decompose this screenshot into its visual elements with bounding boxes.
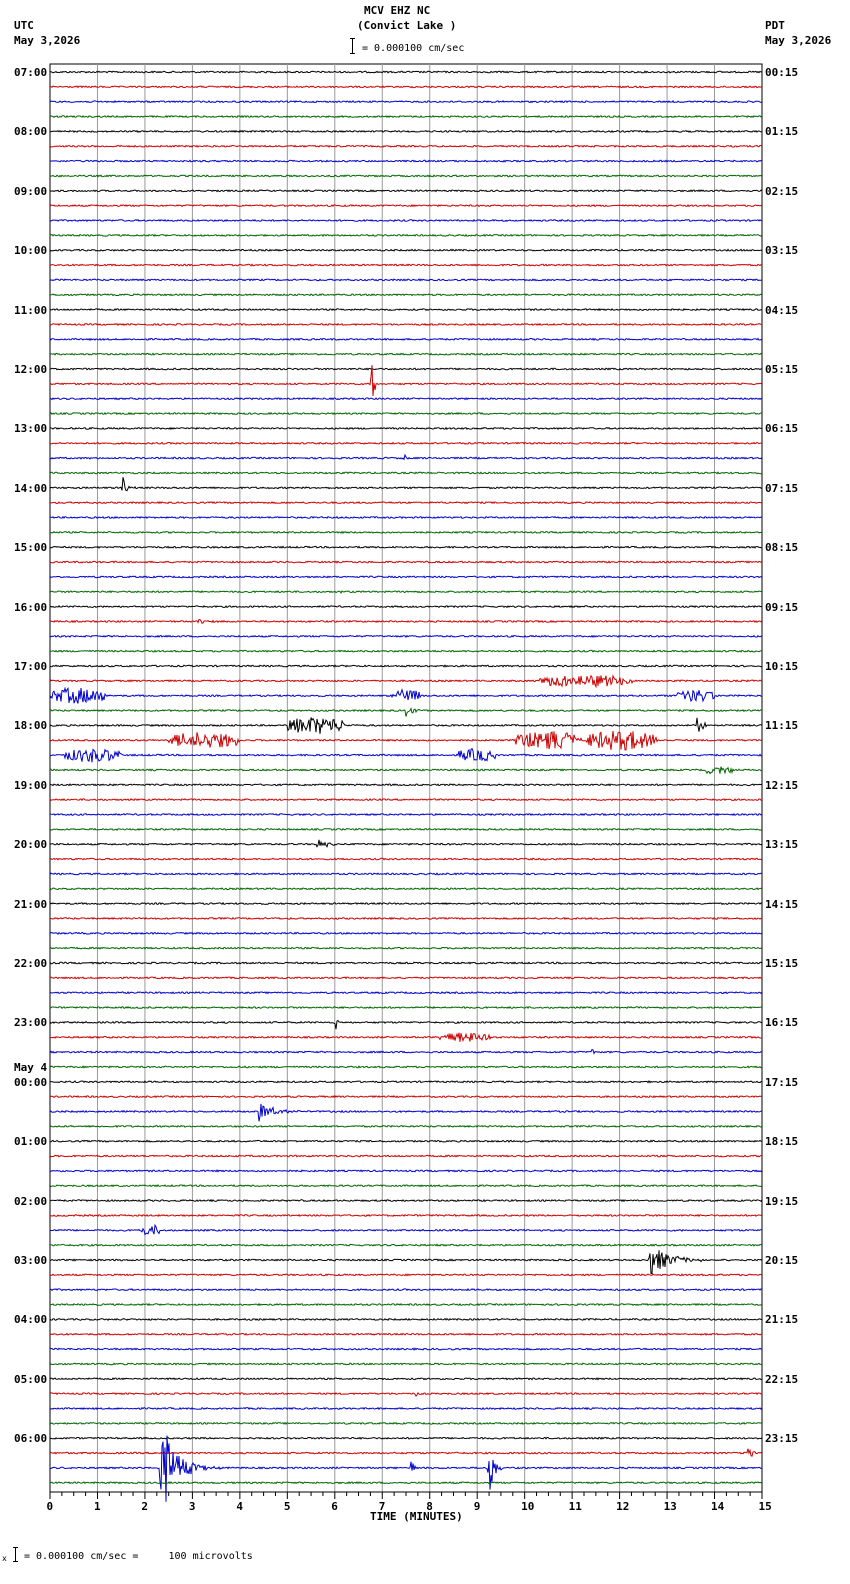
- x-tick-label: 6: [331, 1500, 338, 1513]
- seismic-trace: [50, 546, 762, 548]
- x-tick-label: 10: [521, 1500, 535, 1513]
- seismic-trace: [50, 918, 762, 920]
- pdt-hour-label: 06:15: [765, 422, 799, 436]
- utc-hour-label: 06:00: [14, 1432, 48, 1446]
- seismic-trace: [50, 962, 762, 964]
- seismic-trace: [50, 933, 762, 935]
- seismic-trace: [50, 1304, 762, 1306]
- seismic-trace: [50, 279, 762, 281]
- pdt-hour-label: 18:15: [765, 1135, 799, 1149]
- seismic-trace: [50, 718, 762, 734]
- utc-hour-label: 12:00: [14, 363, 48, 376]
- plot-border: [50, 64, 762, 1492]
- seismic-trace: [50, 71, 762, 73]
- pdt-hour-label: 14:15: [765, 897, 799, 911]
- pdt-hour-label: 05:15: [765, 363, 799, 376]
- seismic-trace: [50, 1021, 762, 1030]
- seismic-trace: [50, 1408, 762, 1410]
- pdt-hour-label: 21:15: [765, 1313, 799, 1327]
- seismic-trace: [50, 576, 762, 578]
- pdt-hour-label: 23:15: [765, 1432, 799, 1446]
- seismic-trace: [50, 477, 762, 490]
- seismic-trace: [50, 840, 762, 847]
- seismic-trace: [50, 1215, 762, 1217]
- x-tick-label: 0: [46, 1500, 54, 1513]
- utc-hour-label: 17:00: [14, 660, 48, 673]
- pdt-hour-label: 03:15: [765, 244, 799, 258]
- seismic-trace: [50, 903, 762, 905]
- pdt-hour-label: 15:15: [765, 957, 799, 970]
- utc-hour-label: 04:00: [14, 1313, 48, 1327]
- seismic-trace: [50, 1482, 762, 1484]
- utc-zone-label: UTC: [14, 19, 34, 32]
- pdt-hour-label: 02:15: [765, 184, 799, 198]
- utc-hour-label: 15:00: [14, 541, 48, 555]
- seismic-trace: [50, 1274, 762, 1276]
- seismic-trace: [50, 1437, 762, 1439]
- utc-hour-label: 07:00: [14, 66, 48, 79]
- seismic-trace: [50, 1033, 762, 1042]
- seismic-trace: [50, 992, 762, 994]
- seismic-trace: [50, 175, 762, 177]
- footer-scale-icon: x: [2, 1547, 22, 1563]
- utc-hour-label: 08:00: [14, 125, 48, 139]
- seismic-trace: [50, 749, 762, 763]
- pdt-hour-label: 01:15: [765, 125, 799, 139]
- pdt-hour-label: 08:15: [765, 541, 799, 555]
- seismic-trace: [50, 1423, 762, 1425]
- utc-hour-label: 23:00: [14, 1016, 48, 1030]
- seismic-trace: [50, 767, 762, 774]
- seismic-trace: [50, 353, 762, 355]
- seismic-trace: [50, 131, 762, 133]
- seismic-trace: [50, 1096, 762, 1098]
- trace-group: [50, 71, 762, 1502]
- utc-hour-label: 01:00: [14, 1135, 48, 1149]
- seismic-trace: [50, 650, 762, 652]
- utc-hour-label: 11:00: [14, 303, 48, 317]
- x-tick-label: 2: [141, 1500, 149, 1513]
- seismic-trace: [50, 1050, 762, 1054]
- x-tick-label: 15: [758, 1500, 772, 1513]
- seismic-trace: [50, 1007, 762, 1009]
- seismic-trace: [50, 339, 762, 341]
- pdt-hour-label: 16:15: [765, 1016, 799, 1030]
- utc-hour-label: 21:00: [14, 897, 48, 911]
- seismic-trace: [50, 561, 762, 563]
- seismic-trace: [50, 428, 762, 430]
- seismic-trace: [50, 675, 762, 686]
- seismic-trace: [50, 1170, 762, 1172]
- utc-hour-label: 03:00: [14, 1254, 48, 1267]
- seismic-trace: [50, 455, 762, 459]
- seismic-trace: [50, 309, 762, 311]
- seismic-trace: [50, 101, 762, 103]
- date-change-label: May 4: [14, 1060, 48, 1074]
- pdt-hour-label: 17:15: [765, 1075, 799, 1089]
- pdt-zone-label: PDT: [765, 19, 785, 32]
- seismic-trace: [50, 947, 762, 949]
- seismic-trace: [50, 220, 762, 222]
- seismic-trace: [50, 205, 762, 207]
- footer-scale-note: = 0.000100 cm/sec = 100 microvolts: [24, 1551, 253, 1562]
- seismic-trace: [50, 443, 762, 445]
- utc-hour-label: 13:00: [14, 422, 48, 436]
- pdt-hour-label: 22:15: [765, 1372, 799, 1386]
- seismic-trace: [50, 606, 762, 608]
- pdt-hour-label: 00:15: [765, 66, 799, 79]
- x-tick-label: 7: [378, 1500, 386, 1513]
- x-tick-label: 8: [426, 1500, 433, 1513]
- seismic-trace: [50, 1185, 762, 1187]
- seismic-trace: [50, 814, 762, 816]
- x-tick-label: 3: [188, 1500, 196, 1513]
- seismic-trace: [50, 1140, 762, 1142]
- utc-hour-label: 19:00: [14, 778, 48, 792]
- scale-text: = 0.000100 cm/sec: [362, 43, 465, 54]
- seismic-trace: [50, 324, 762, 326]
- x-tick-label: 5: [283, 1500, 291, 1513]
- pdt-hour-label: 11:15: [765, 719, 799, 733]
- seismic-trace: [50, 1066, 762, 1068]
- utc-hour-label: 02:00: [14, 1194, 48, 1208]
- seismic-trace: [50, 1393, 762, 1396]
- x-tick-label: 12: [616, 1500, 630, 1513]
- pdt-hour-label: 07:15: [765, 481, 799, 495]
- seismic-trace: [50, 502, 762, 504]
- seismic-trace: [50, 235, 762, 237]
- seismic-trace: [50, 86, 762, 88]
- seismic-trace: [50, 1126, 762, 1128]
- x-tick-label: 11: [568, 1500, 582, 1513]
- utc-hour-label: 00:00: [14, 1075, 48, 1089]
- seismic-trace: [50, 1244, 762, 1246]
- seismic-trace: [50, 709, 762, 717]
- pdt-hour-label: 04:15: [765, 303, 799, 317]
- seismic-trace: [50, 264, 762, 266]
- seismic-trace: [50, 532, 762, 534]
- seismic-trace: [50, 799, 762, 801]
- seismic-trace: [50, 620, 762, 624]
- seismic-trace: [50, 977, 762, 979]
- seismic-trace: [50, 665, 762, 667]
- seismic-trace: [50, 636, 762, 638]
- utc-hour-label: 05:00: [14, 1372, 48, 1386]
- seismic-trace: [50, 413, 762, 415]
- utc-hour-label: 14:00: [14, 481, 48, 495]
- seismic-trace: [50, 829, 762, 831]
- seismic-trace: [50, 1319, 762, 1321]
- station-title: MCV EHZ NC: [364, 4, 431, 17]
- seismic-trace: [50, 1378, 762, 1380]
- seismic-trace: [50, 1363, 762, 1365]
- seismic-trace: [50, 591, 762, 593]
- pdt-hour-label: 13:15: [765, 838, 799, 852]
- station-location: (Convict Lake ): [357, 19, 457, 32]
- x-tick-label: 1: [93, 1500, 101, 1513]
- seismic-trace: [50, 398, 762, 400]
- seismic-trace: [50, 368, 762, 370]
- seismic-trace: [50, 1225, 762, 1234]
- x-tick-label: 9: [473, 1500, 481, 1513]
- seismic-trace: [50, 873, 762, 875]
- utc-hour-label: 18:00: [14, 719, 48, 733]
- utc-hour-label: 09:00: [14, 184, 48, 198]
- seismic-trace: [50, 731, 762, 750]
- seismic-trace: [50, 146, 762, 148]
- pdt-hour-label: 10:15: [765, 660, 799, 673]
- seismic-trace: [50, 1449, 762, 1457]
- seismic-trace: [50, 1334, 762, 1336]
- x-tick-label: 14: [711, 1500, 725, 1513]
- utc-hour-label: 20:00: [14, 838, 48, 852]
- seismic-trace: [50, 160, 762, 162]
- seismic-trace: [50, 784, 762, 786]
- pdt-hour-label: 09:15: [765, 600, 799, 614]
- utc-hour-label: 16:00: [14, 600, 48, 614]
- seismic-trace: [50, 1289, 762, 1291]
- seismic-trace: [50, 888, 762, 890]
- seismic-trace: [50, 517, 762, 519]
- pdt-hour-label: 20:15: [765, 1254, 799, 1267]
- seismic-trace: [50, 1104, 762, 1121]
- seismic-trace: [50, 858, 762, 860]
- seismic-trace: [50, 472, 762, 474]
- seismic-trace: [50, 1250, 762, 1273]
- seismic-trace: [50, 1155, 762, 1157]
- x-tick-label: 4: [236, 1500, 243, 1513]
- seismic-trace: [50, 1348, 762, 1350]
- seismic-trace: [50, 294, 762, 296]
- utc-hour-label: 10:00: [14, 244, 48, 258]
- x-axis-label: TIME (MINUTES): [370, 1510, 463, 1523]
- x-axis: [50, 1492, 762, 1499]
- pdt-hour-label: 19:15: [765, 1194, 799, 1208]
- seismic-trace: [50, 116, 762, 118]
- utc-hour-label: 22:00: [14, 957, 48, 970]
- grid: [50, 64, 762, 1492]
- x-tick-label: 13: [663, 1500, 677, 1513]
- seismic-trace: [50, 1200, 762, 1202]
- seismic-trace: [50, 190, 762, 192]
- seismic-trace: [50, 249, 762, 251]
- utc-date-label: May 3,2026: [14, 34, 81, 47]
- seismic-trace: [50, 688, 762, 703]
- pdt-date-label: May 3,2026: [765, 34, 832, 47]
- pdt-hour-label: 12:15: [765, 778, 799, 792]
- seismic-trace: [50, 1081, 762, 1083]
